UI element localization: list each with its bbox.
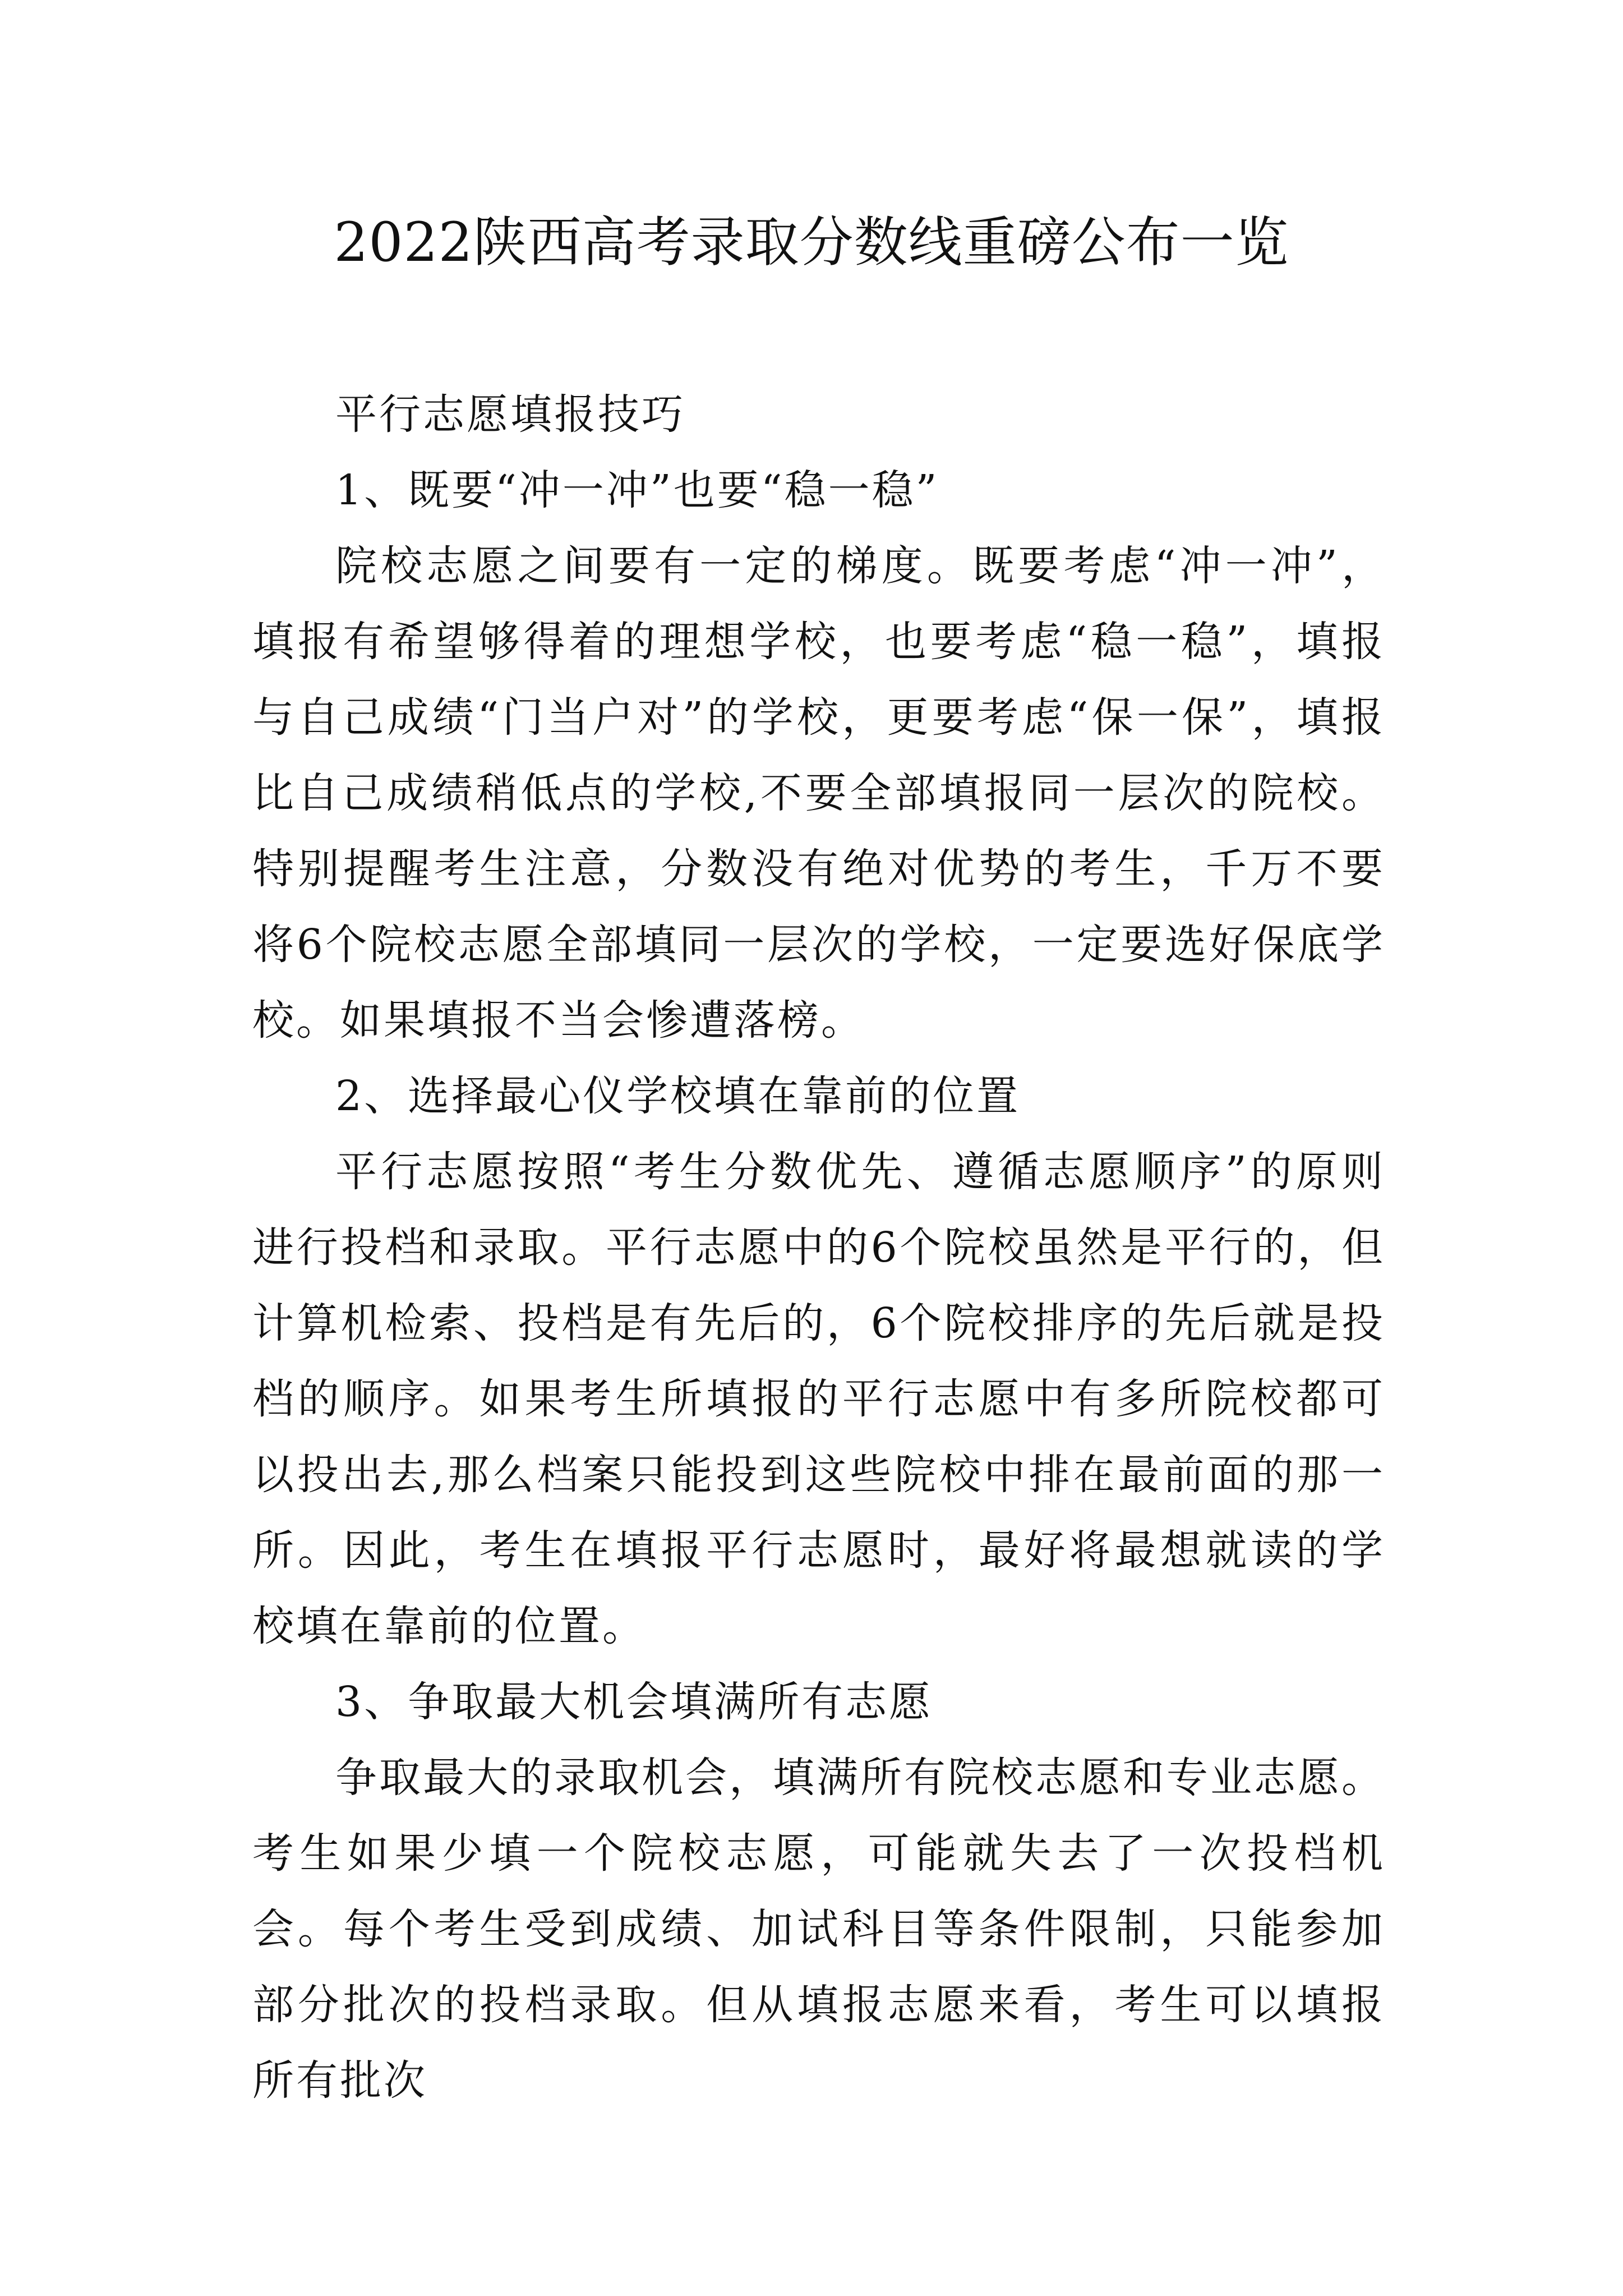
- section-heading: 平行志愿填报技巧: [335, 390, 685, 439]
- tip-3-heading: 3、争取最大机会填满所有志愿: [335, 1678, 933, 1726]
- tip-3-paragraph: 争取最大的录取机会，填满所有院校志愿和专业志愿。考生如果少填一个院校志愿，可能就失去了一次投档机会。每个考生受到成绩、加试科目等条件限制，只能参加部分批次的投档录取。但从填报志愿来看，考生可以填报所有批次: [252, 1754, 1385, 2105]
- tip-2-heading: 2、选择最心仪学校填在靠前的位置: [335, 1072, 1021, 1120]
- document-body: [252, 377, 1385, 2119]
- tip-1-paragraph: 院校志愿之间要有一定的梯度。既要考虑“冲一冲”，填报有希望够得着的理想学校，也要考虑“稳一稳”，填报与自己成绩“门当户对”的学校，更要考虑“保一保”，填报比自己成绩稍低点的学校,不要全部填报同一层次的院校。特别提醒考生注意，分数没有绝对优势的考生，千万不要将6个院校志愿全部填同一层次的学校，一定要选好保底学校。如果填报不当会惨遭落榜。: [252, 542, 1385, 1045]
- document-title: 2022陕西高考录取分数线重磅公布一览: [334, 211, 1289, 274]
- tip-1-heading: 1、既要“冲一冲”也要“稳一稳”: [335, 466, 939, 514]
- tip-2-paragraph: 平行志愿按照“考生分数优先、遵循志愿顺序”的原则进行投档和录取。平行志愿中的6个院校虽然是平行的，但计算机检索、投档是有先后的，6个院校排序的先后就是投档的顺序。如果考生所填报的平行志愿中有多所院校都可以投出去,那么档案只能投到这些院校中排在最前面的那一所。因此，考生在填报平行志愿时，最好将最想就读的学校填在靠前的位置。: [252, 1148, 1385, 1650]
